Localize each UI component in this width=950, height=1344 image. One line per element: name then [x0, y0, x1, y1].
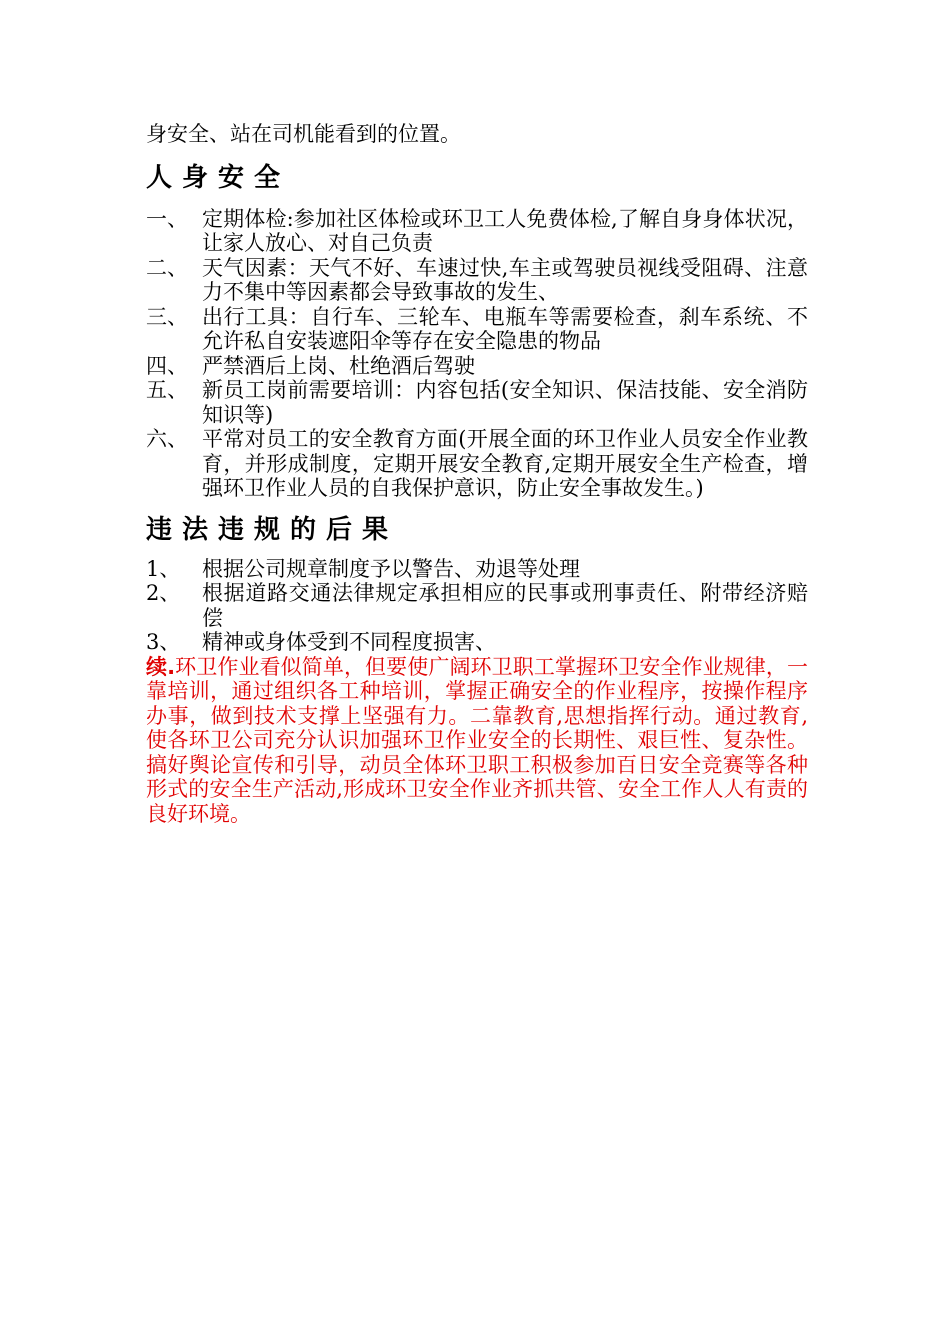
- item-text: 严禁酒后上岗、杜绝酒后驾驶: [202, 353, 475, 378]
- item-number: 一、: [146, 206, 188, 231]
- item-number: 3、: [146, 630, 181, 654]
- item-number: 1、: [146, 556, 181, 581]
- heading-violation-consequences: 违法违规的后果: [146, 514, 399, 545]
- item-text: 精神或身体受到不同程度损害、: [202, 630, 496, 654]
- conclusion-lead: 续.: [146, 654, 176, 679]
- document-body: [146, 122, 808, 826]
- list-item: [146, 378, 808, 427]
- item-text: 定期体检:参加社区体检或环卫工人免费体检,了解自身身体状况，让家人放心、对自己负责: [202, 206, 808, 255]
- violation-list: [146, 557, 808, 655]
- intro-text: 身安全、站在司机能看到的位置。: [146, 122, 461, 146]
- personal-safety-list: [146, 207, 808, 501]
- list-item: [146, 256, 808, 305]
- list-item: [146, 305, 808, 354]
- list-item: [146, 427, 808, 501]
- list-item: [146, 207, 808, 256]
- list-item: [146, 581, 808, 630]
- item-number: 四、: [146, 353, 188, 378]
- item-text: 根据公司规章制度予以警告、劝退等处理: [202, 556, 580, 581]
- heading-personal-safety: 人身安全: [146, 162, 291, 193]
- list-item: [146, 557, 808, 582]
- item-text: 新员工岗前需要培训：内容包括(安全知识、保洁技能、安全消防知识等): [202, 378, 808, 427]
- list-item: [146, 354, 808, 379]
- item-text: 根据道路交通法律规定承担相应的民事或刑事责任、附带经济赔偿: [202, 581, 808, 630]
- item-text: 天气因素：天气不好、车速过快,车主或驾驶员视线受阻碍、注意力不集中等因素都会导致事故的发生、: [202, 255, 808, 304]
- item-number: 五、: [146, 378, 188, 402]
- item-text: 平常对员工的安全教育方面(开展全面的环卫作业人员安全作业教育，并形成制度，定期开展安全教育,定期开展安全生产检查，增强环卫作业人员的自我保护意识，防止安全事故发生。): [202, 427, 808, 500]
- conclusion-text: 环卫作业看似简单，但要使广阔环卫职工掌握环卫安全作业规律，一靠培训，通过组织各工种培训，掌握正确安全的作业程序，按操作程序办事，做到技术支撑上坚强有力。二靠教育,思想指挥行动。通过教育,使各环卫公司充分认识加强环卫作业安全的长期性、艰巨性、复杂性。搞好舆论宣传和引导，动员全体环卫职工积极参加百日安全竞赛等各种形式的安全生产活动,形成环卫安全作业齐抓共管、安全工作人人有责的良好环境。: [146, 654, 808, 826]
- item-number: 六、: [146, 427, 188, 451]
- item-text: 出行工具：自行车、三轮车、电瓶车等需要检查，刹车系统、不允许私自安装遮阳伞等存在安全隐患的物品: [202, 304, 808, 353]
- item-number: 二、: [146, 255, 188, 280]
- item-number: 2、: [146, 581, 181, 605]
- conclusion-paragraph: [146, 655, 808, 827]
- list-item: [146, 630, 808, 655]
- item-number: 三、: [146, 304, 188, 329]
